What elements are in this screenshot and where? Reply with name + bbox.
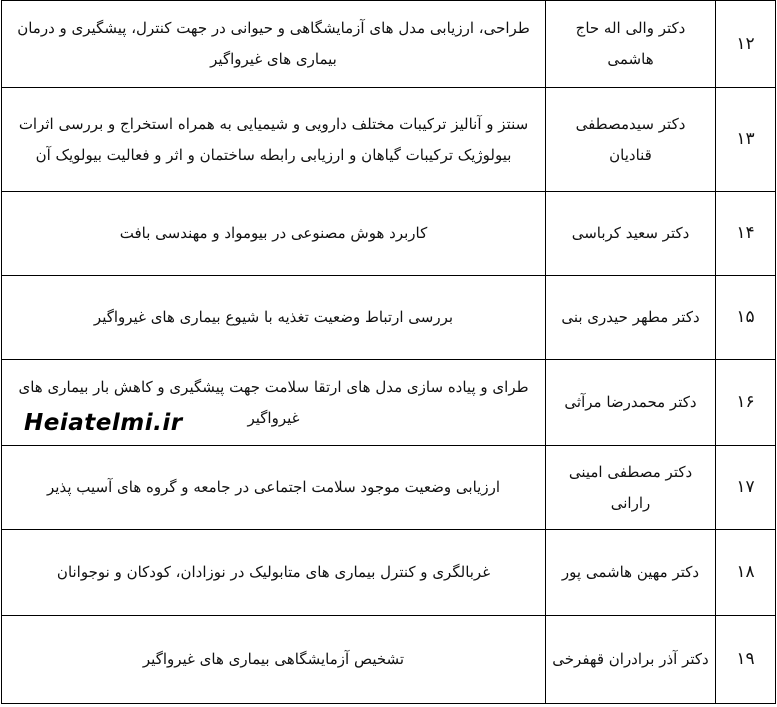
row-number: ۱۶ <box>716 360 776 446</box>
researcher-name: دکتر مصطفی امینی رارانی <box>546 446 716 530</box>
table-row <box>2 88 776 192</box>
table-row <box>2 192 776 276</box>
research-topic: طرای و پیاده سازی مدل های ارتقا سلامت جهت پیشگیری و کاهش بار بیماری های غیرواگیر <box>2 360 546 446</box>
researcher-name: دکتر سعید کرباسی <box>546 192 716 276</box>
researcher-name: دکتر محمدرضا مرآثی <box>546 360 716 446</box>
researcher-name: دکتر سیدمصطفی قنادیان <box>546 88 716 192</box>
row-number: ۱۲ <box>716 1 776 88</box>
researcher-name: دکتر والی اله حاج هاشمی <box>546 1 716 88</box>
research-topic: بررسی ارتباط وضعیت تغذیه با شیوع بیماری های غیرواگیر <box>2 276 546 360</box>
table-row <box>2 530 776 616</box>
research-topic: تشخیص آزمایشگاهی بیماری های غیرواگیر <box>2 616 546 704</box>
researchers-table <box>1 0 776 704</box>
row-number: ۱۳ <box>716 88 776 192</box>
row-number: ۱۷ <box>716 446 776 530</box>
table-row <box>2 1 776 88</box>
row-number: ۱۵ <box>716 276 776 360</box>
researcher-name: دکتر مهین هاشمی پور <box>546 530 716 616</box>
table-row <box>2 276 776 360</box>
researcher-name: دکتر آذر برادران قهفرخی <box>546 616 716 704</box>
research-topic: کاربرد هوش مصنوعی در بیومواد و مهندسی بافت <box>2 192 546 276</box>
watermark-text: Heiatelmi.ir <box>24 410 183 436</box>
researcher-name: دکتر مطهر حیدری بنی <box>546 276 716 360</box>
research-topic: طراحی، ارزیابی مدل های آزمایشگاهی و حیوانی در جهت کنترل، پیشگیری و درمان بیماری های غیرواگیر <box>2 1 546 88</box>
table-row <box>2 446 776 530</box>
research-topic: غربالگری و کنترل بیماری های متابولیک در نوزادان، کودکان و نوجوانان <box>2 530 546 616</box>
research-topic: سنتز و آنالیز ترکیبات مختلف دارویی و شیمیایی به همراه استخراج و بررسی اثرات بیولوژیک ترکیبات گیاهان و ارزیابی رابطه ساختمان و اثر و فعالیت بیولویک آن <box>2 88 546 192</box>
row-number: ۱۸ <box>716 530 776 616</box>
row-number: ۱۹ <box>716 616 776 704</box>
row-number: ۱۴ <box>716 192 776 276</box>
research-topic: ارزیابی وضعیت موجود سلامت اجتماعی در جامعه و گروه های آسیب پذیر <box>2 446 546 530</box>
table-row <box>2 616 776 704</box>
